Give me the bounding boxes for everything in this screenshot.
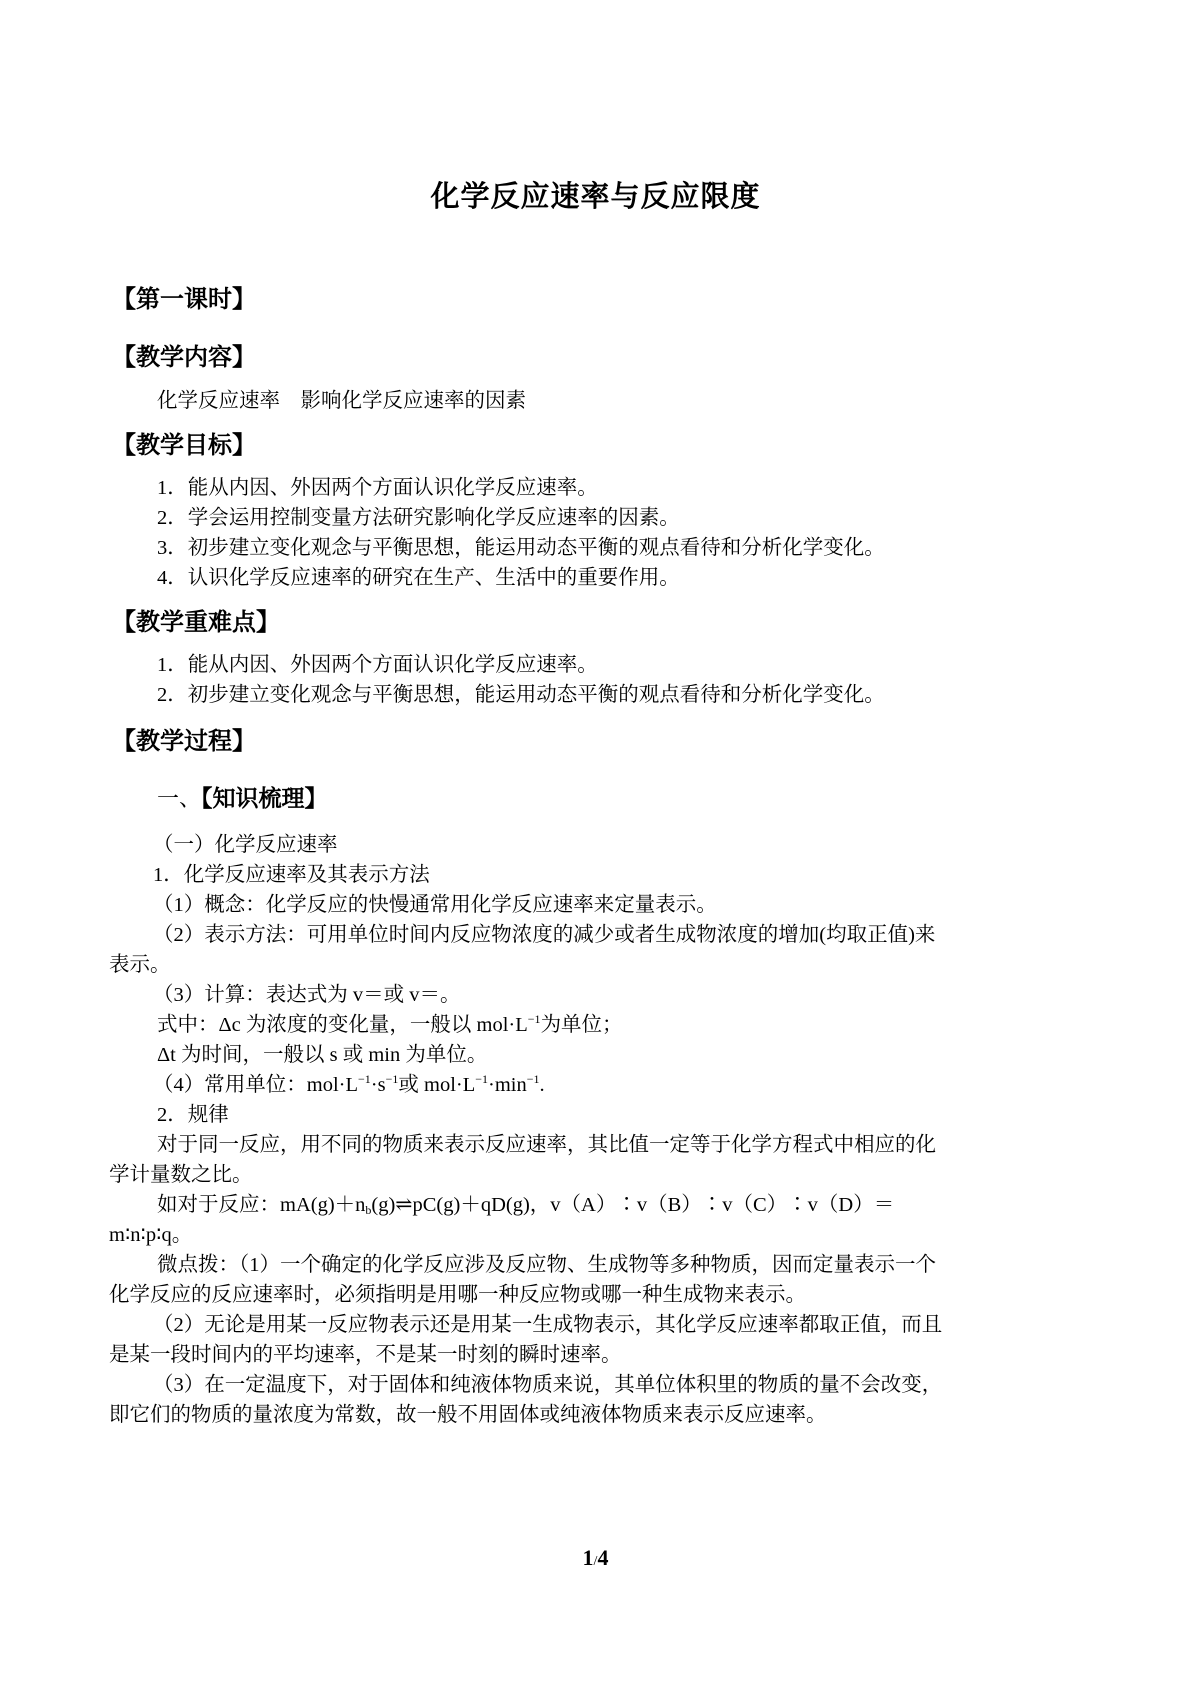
body-line: 1．化学反应速率及其表示方法 [153,864,430,886]
text-run: 式中：Δc 为浓度的变化量，一般以 mol·L [157,1014,528,1036]
process-heading: 【教学过程】 [112,727,256,755]
body-line: m∶n∶p∶q。 [109,1224,193,1246]
text-run: . [539,1074,545,1096]
text-run: 如对于反应：mA(g)＋n [157,1194,366,1216]
text-run: ·s [370,1074,386,1096]
body-line: Δt 为时间，一般以 s 或 min 为单位。 [157,1044,488,1066]
body-line: 对于同一反应，用不同的物质来表示反应速率，其比值一定等于化学方程式中相应的化 [157,1134,936,1156]
body-line: 学计量数之比。 [109,1164,253,1186]
body-line: （3）在一定温度下，对于固体和纯液体物质来说，其单位体积里的物质的量不会改变， [153,1374,943,1396]
superscript: −1 [385,1072,399,1086]
superscript: −1 [526,1072,540,1086]
content-text: 化学反应速率 影响化学反应速率的因素 [157,390,526,412]
body-line: 微点拨：（1）一个确定的化学反应涉及反应物、生成物等多种物质，因而定量表示一个 [157,1254,936,1276]
body-line: （一）化学反应速率 [153,834,338,856]
text-run: ·min [488,1074,527,1096]
body-line: 是某一段时间内的平均速率，不是某一时刻的瞬时速率。 [109,1344,622,1366]
knowledge-subheading [157,784,328,814]
subheading-label: 【知识梳理】 [201,786,328,812]
body-line: 2．规律 [157,1104,229,1126]
superscript: −1 [527,1012,541,1026]
lesson-heading: 【第一课时】 [112,285,256,313]
body-line: 化学反应的反应速率时，必须指明是用哪一种反应物或哪一种生成物来表示。 [109,1284,806,1306]
body-line: （3）计算：表达式为 v＝或 v＝。 [153,984,461,1006]
goal-item: 3．初步建立变化观念与平衡思想，能运用动态平衡的观点看待和分析化学变化。 [157,537,885,559]
text-run: 或 mol·L [398,1074,476,1096]
key-point-item: 1．能从内因、外因两个方面认识化学反应速率。 [157,654,598,676]
subscript: b [365,1203,372,1217]
subheading-prefix: 一、 [157,786,202,811]
body-line: 即它们的物质的量浓度为常数，故一般不用固体或纯液体物质来表示反应速率。 [109,1404,827,1426]
body-line: 表示。 [109,954,171,976]
body-line: （1）概念：化学反应的快慢通常用化学反应速率来定量表示。 [153,894,717,916]
superscript: −1 [358,1072,371,1086]
text-run: (g)⇌pC(g)＋qD(g)，v（A）∶v（B）∶v（C）∶v（D）＝ [371,1194,895,1216]
page-separator: / [593,1554,598,1569]
key-points-heading: 【教学重难点】 [112,608,280,636]
document-title: 化学反应速率与反应限度 [430,179,761,213]
content-heading: 【教学内容】 [112,343,256,371]
total-pages: 4 [597,1545,609,1570]
goal-item: 4．认识化学反应速率的研究在生产、生活中的重要作用。 [157,567,680,589]
key-point-item: 2．初步建立变化观念与平衡思想，能运用动态平衡的观点看待和分析化学变化。 [157,684,885,706]
goal-item: 1．能从内因、外因两个方面认识化学反应速率。 [157,477,598,499]
reaction-equation-line [157,1191,894,1219]
body-line: （2）无论是用某一反应物表示还是用某一生成物表示，其化学反应速率都取正值，而且 [153,1314,943,1336]
body-line [153,1071,545,1099]
text-run: 为单位； [540,1014,623,1036]
body-line: （2）表示方法：可用单位时间内反应物浓度的减少或者生成物浓度的增加(均取正值)来 [153,924,936,946]
goal-item: 2．学会运用控制变量方法研究影响化学反应速率的因素。 [157,507,680,529]
current-page: 1 [582,1545,594,1570]
text-run: （4）常用单位：mol·L [153,1074,358,1096]
page-number [0,1545,1191,1571]
superscript: −1 [475,1072,489,1086]
body-line [157,1011,623,1039]
goals-heading: 【教学目标】 [112,431,256,459]
